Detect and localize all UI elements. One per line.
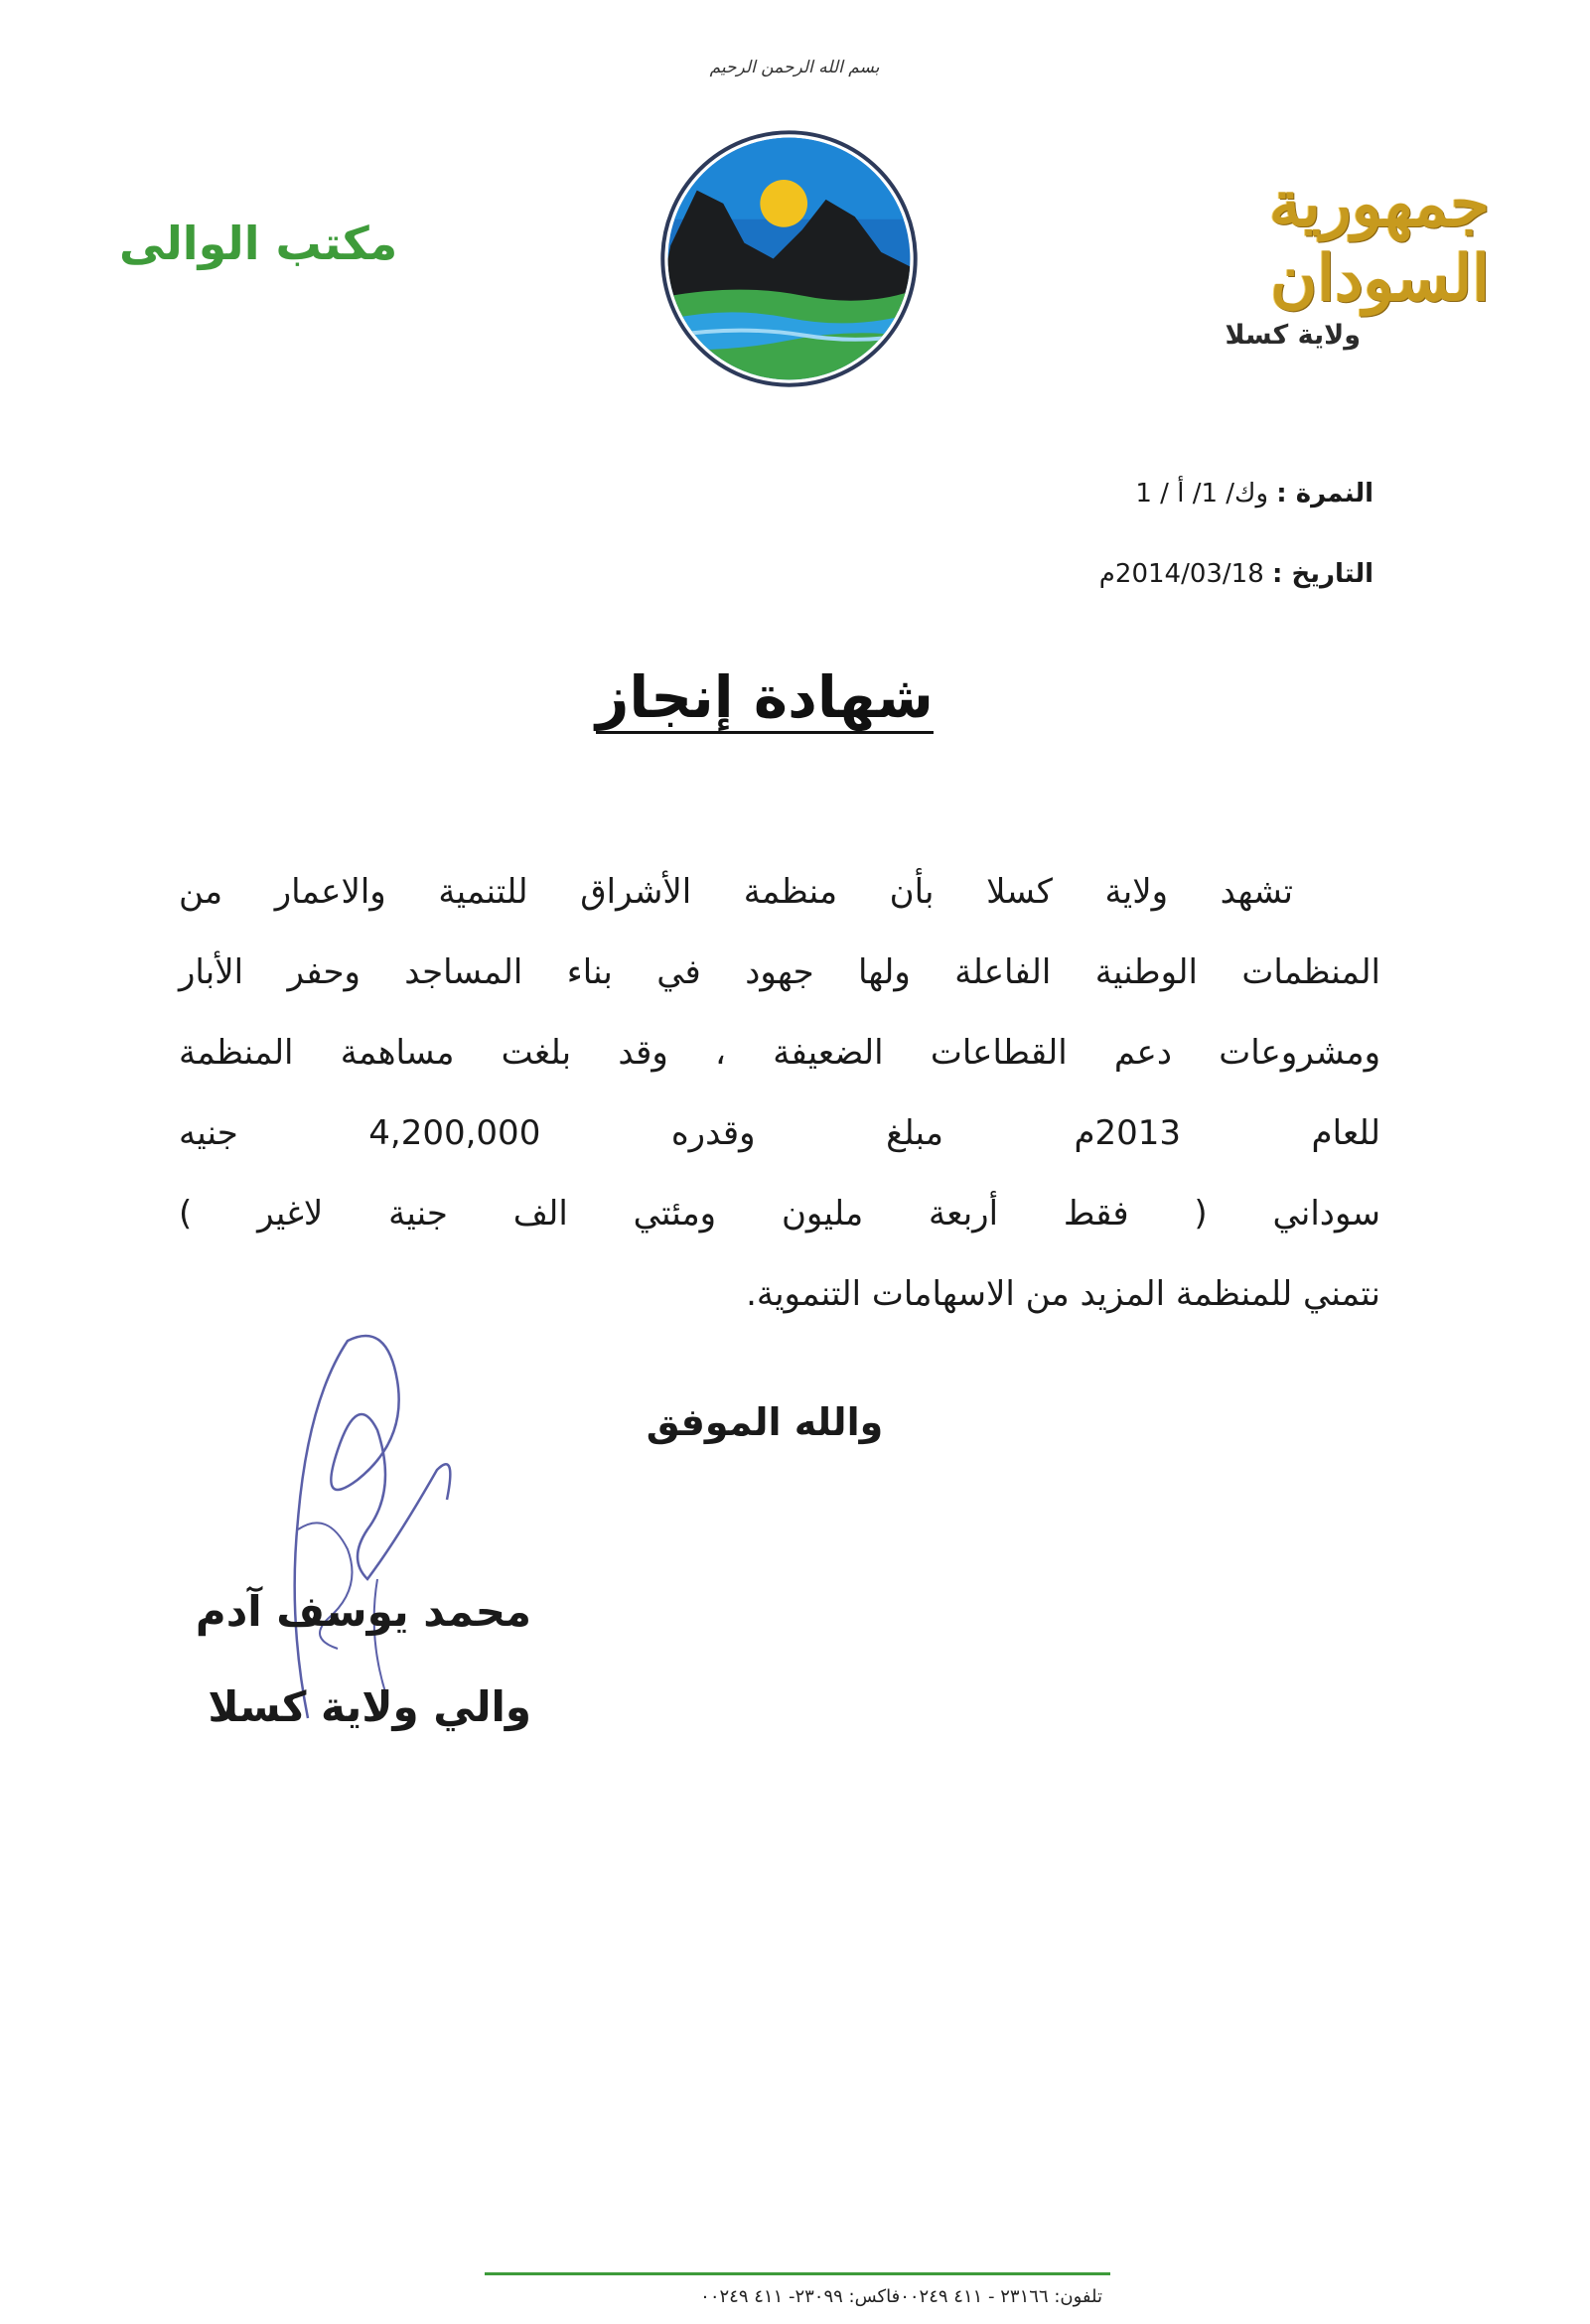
number-value: وك/ 1/ أ / 1: [1135, 479, 1269, 508]
signer-name: محمد يوسف آدم: [195, 1587, 531, 1636]
body-line: نتمني للمنظمة المزيد من الاسهامات التنموية.: [746, 1274, 1380, 1314]
date-label: التاريخ :: [1272, 559, 1373, 589]
signer-title: والي ولاية كسلا: [208, 1682, 531, 1731]
certificate-title: شهادة إنجاز: [596, 663, 934, 731]
state-emblem-icon: [657, 127, 921, 390]
body-line: سوداني ( فقط أربعة مليون ومئتي الف جنية لاغير ): [179, 1194, 1380, 1234]
date-line: [877, 559, 1373, 589]
footer-contact: تلفون: ٢٣١٦٦ - ٤١١ ٠٠٢٤٩فاكس: ٢٣٠٩٩- ٤١١ ٠٠٢٤٩: [700, 2286, 1102, 2307]
body-line: المنظمات الوطنية الفاعلة ولها جهود في بناء المساجد وحفر الأبار: [179, 952, 1380, 992]
basmala: بسم الله الرحمن الرحيم: [709, 58, 880, 77]
footer-divider: [485, 2272, 1110, 2275]
number-label: النمرة :: [1276, 479, 1373, 508]
closing-phrase: والله الموفق: [646, 1400, 884, 1444]
state-name: ولاية كسلا: [1225, 320, 1361, 351]
body-line: للعام 2013م مبلغ وقدره 4,200,000 جنيه: [179, 1113, 1380, 1153]
date-value: 2014/03/18م: [1098, 559, 1264, 589]
certificate-body: [179, 852, 1380, 1335]
reference-number: [877, 479, 1373, 508]
body-line: ومشروعات دعم القطاعات الضعيفة ، وقد بلغت مساهمة المنظمة: [179, 1033, 1380, 1073]
body-line: تشهد ولاية كسلا بأن منظمة الأشراق للتنمية والاعمار من: [179, 872, 1293, 912]
republic-logo-text: جمهورية السودان: [1268, 167, 1490, 316]
office-title: مكتب الوالى: [119, 217, 398, 270]
